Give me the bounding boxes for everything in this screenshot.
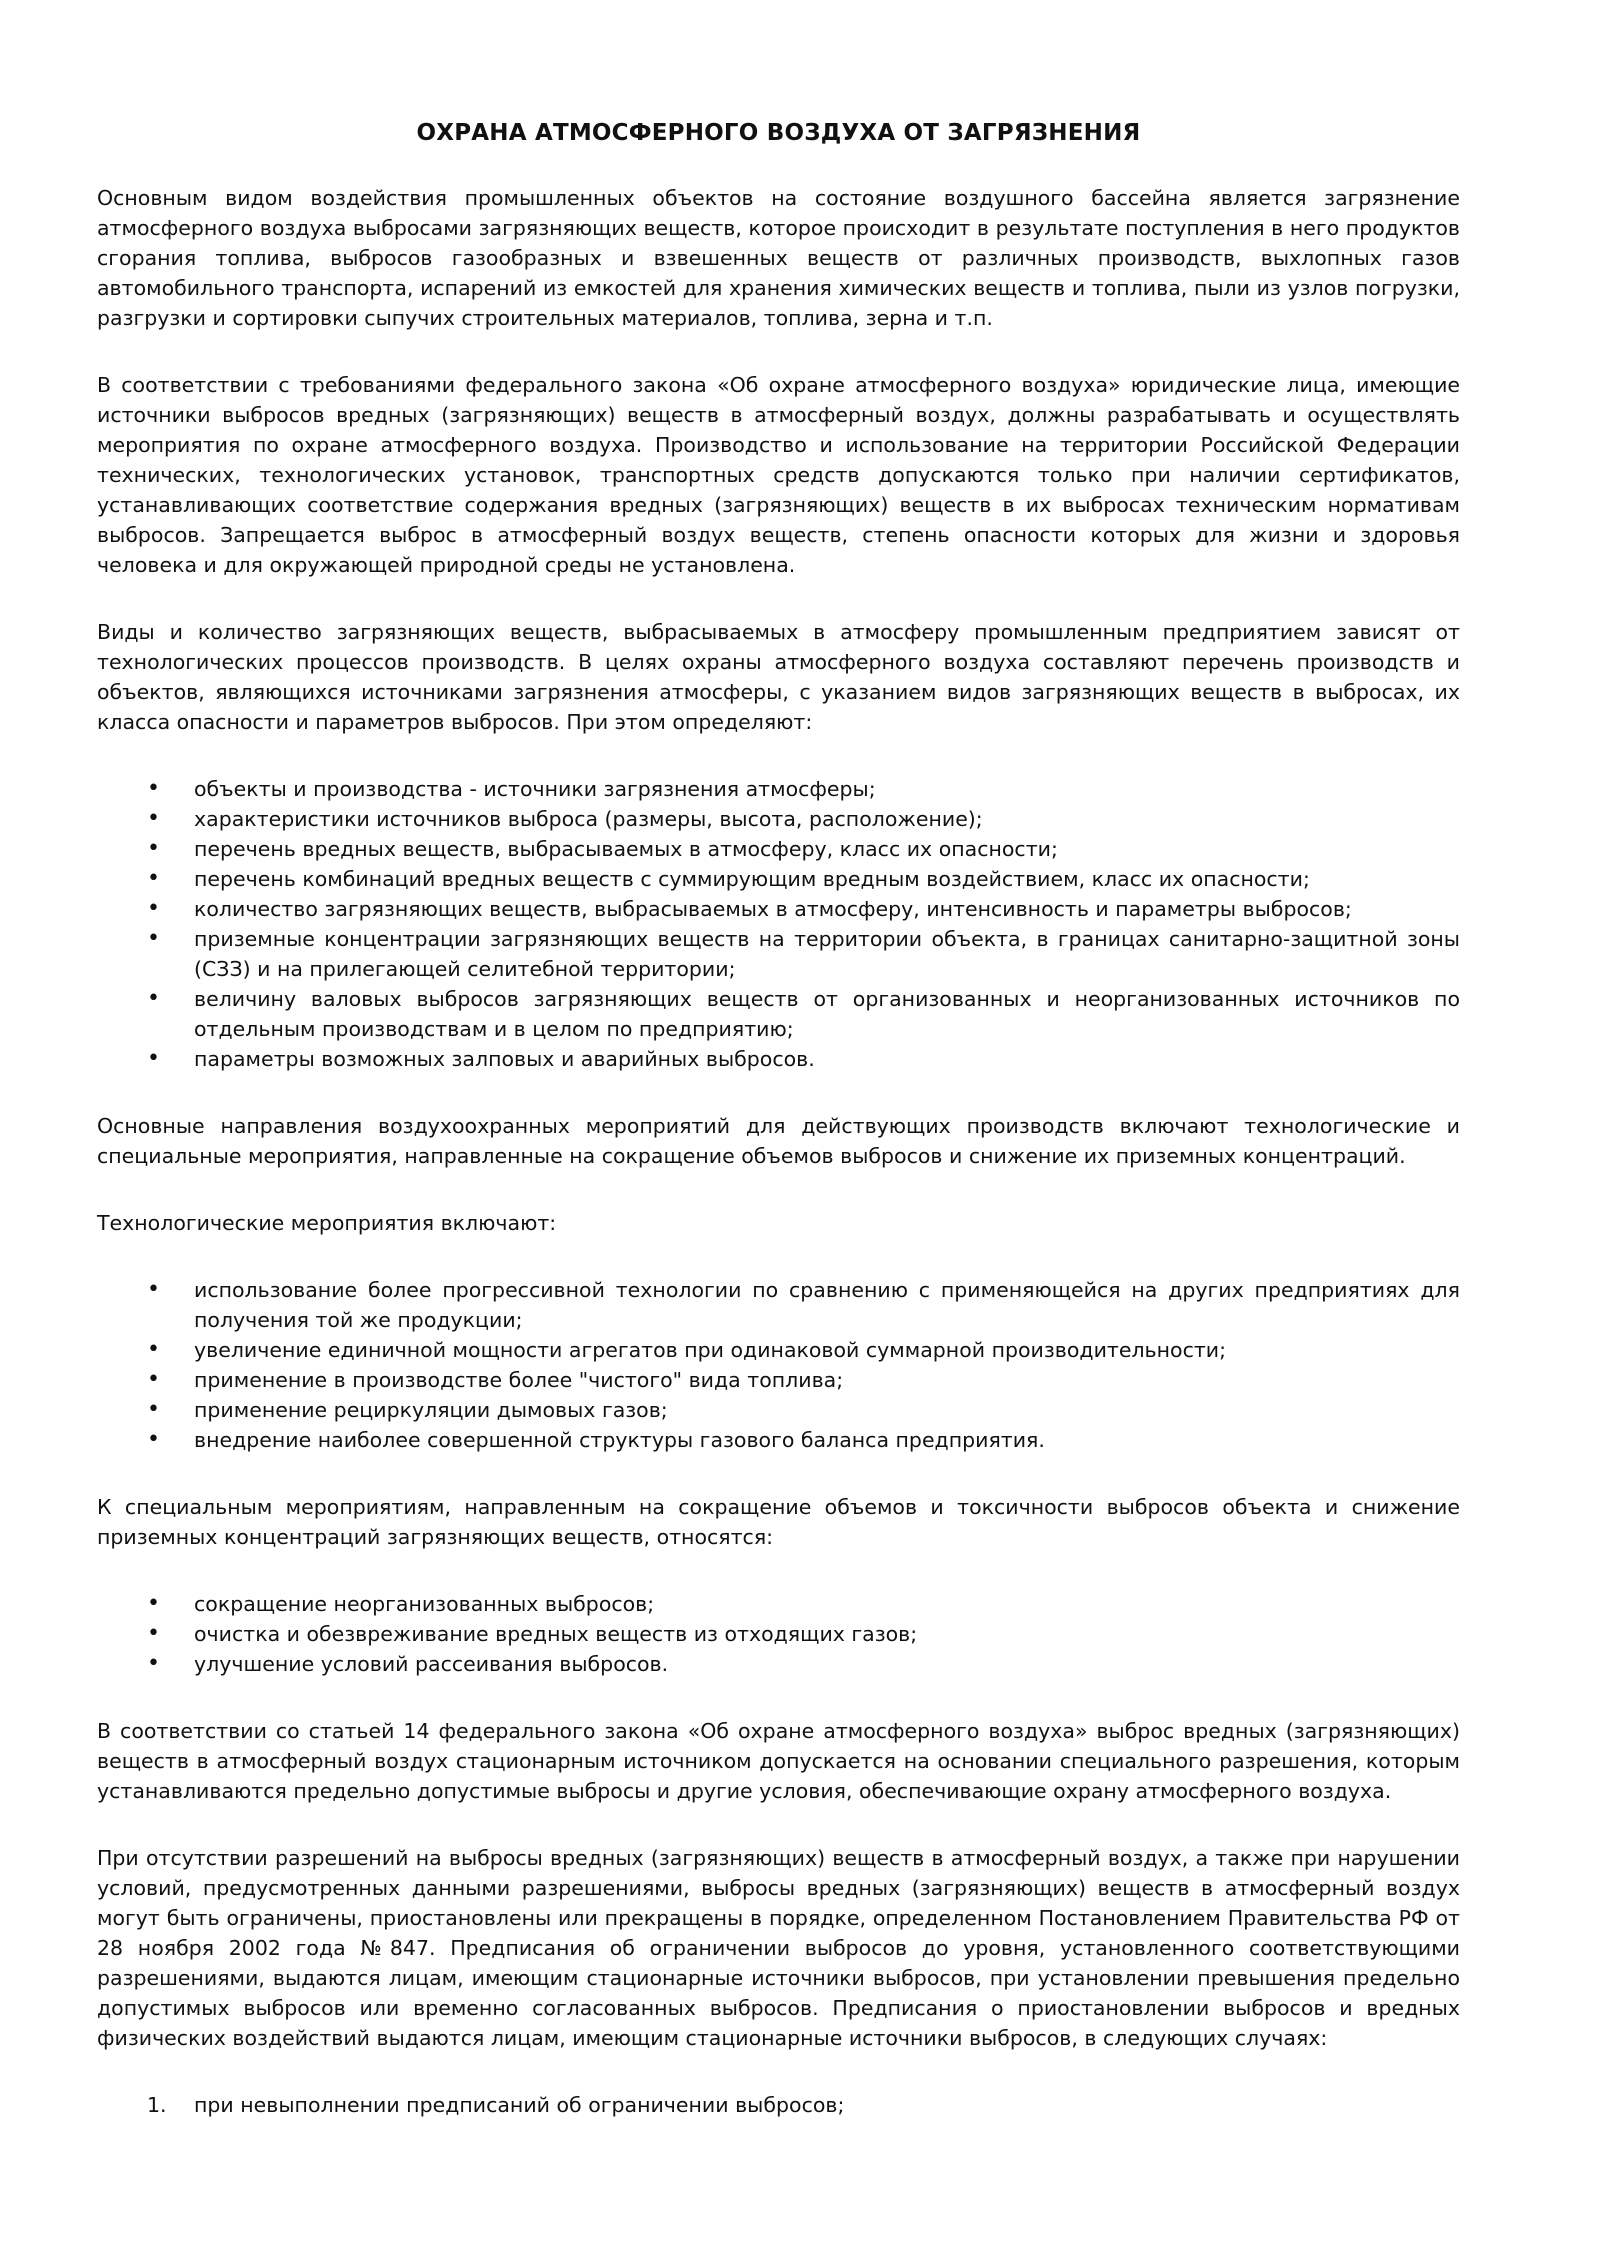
bullet-icon: • [147,1621,160,1646]
bullet-icon: • [147,836,160,861]
numbered-list-item [97,2090,1460,2120]
bullet-icon: • [147,1277,160,1302]
list-item [97,1425,1460,1455]
list-item-text: объекты и производства - источники загрязнения атмосферы; [194,777,876,801]
list-item-text: перечень комбинаций вредных веществ с суммирующим вредным воздействием, класс их опасности; [194,867,1310,891]
bullet-icon: • [147,1397,160,1422]
paragraph: В соответствии со статьей 14 федерального закона «Об охране атмосферного воздуха» выброс вредных (загрязняющих) веществ в атмосферный воздух стационарным источником допускается на основании специального разрешения, которым устанавливаются предельно допустимые выбросы и другие условия, обеспечивающие охрану атмосферного воздуха. [97,1719,1460,1803]
list-item-text: характеристики источников выброса (размеры, высота, расположение); [194,807,983,831]
list-item-text: величину валовых выбросов загрязняющих веществ от организованных и неорганизованных источников по отдельным производствам и в целом по предприятию; [194,987,1460,1041]
list-item-text: очистка и обезвреживание вредных веществ из отходящих газов; [194,1622,918,1646]
paragraph: К специальным мероприятиям, направленным на сокращение объемов и токсичности выбросов объекта и снижение приземных концентраций загрязняющих веществ, относятся: [97,1495,1460,1549]
list-item-text: при невыполнении предписаний об ограничении выбросов; [194,2093,845,2117]
paragraph: В соответствии с требованиями федерального закона «Об охране атмосферного воздуха» юридические лица, имеющие источники выбросов вредных (загрязняющих) веществ в атмосферный воздух, должны разрабатывать и осуществлять мероприятия по охране атмосферного воздуха. Производство и использование на территории Российской Федерации технических, технологических установок, транспортных средств допускаются только при наличии сертификатов, устанавливающих соответствие содержания вредных (загрязняющих) веществ в их выбросах техническим нормативам выбросов. Запрещается выброс в атмосферный воздух веществ, степень опасности которых для жизни и здоровья человека и для окружающей природной среды не установлена. [97,373,1460,577]
list-item-text: перечень вредных веществ, выбрасываемых в атмосферу, класс их опасности; [194,837,1058,861]
list-item [97,1395,1460,1425]
paragraph: При отсутствии разрешений на выбросы вредных (загрязняющих) веществ в атмосферный воздух, а также при нарушении условий, предусмотренных данными разрешениями, выбросы вредных (загрязняющих) веществ в атмосферный воздух могут быть ограничены, приостановлены или прекращены в порядке, определенном Постановлением Правительства РФ от 28 ноября 2002 года №847. Предписания об ограничении выбросов до уровня, установленного соответствующими разрешениями, выдаются лицам, имеющим стационарные источники выбросов, при установлении превышения предельно допустимых выбросов или временно согласованных выбросов. Предписания о приостановлении выбросов и вредных физических воздействий выдаются лицам, имеющим стационарные источники выбросов, в следующих случаях: [97,1846,1460,2050]
bullet-icon: • [147,1367,160,1392]
list-item-text: увеличение единичной мощности агрегатов при одинаковой суммарной производительности; [194,1338,1227,1362]
bullet-icon: • [147,1427,160,1452]
list-item-text: использование более прогрессивной технологии по сравнению с применяющейся на других предприятиях для получения той же продукции; [194,1278,1460,1332]
list-item [97,1275,1460,1335]
list-item [97,1589,1460,1619]
document-page [97,112,1460,2157]
bullet-list [97,1589,1460,1679]
bullet-icon: • [147,986,160,1011]
bullet-icon: • [147,866,160,891]
list-item-text: применение в производстве более "чистого" вида топлива; [194,1368,844,1392]
bullet-icon: • [147,1046,160,1071]
paragraph: Виды и количество загрязняющих веществ, выбрасываемых в атмосферу промышленным предприятием зависят от технологических процессов производств. В целях охраны атмосферного воздуха составляют перечень производств и объектов, являющихся источниками загрязнения атмосферы, с указанием видов загрязняющих веществ в выбросах, их класса опасности и параметров выбросов. При этом определяют: [97,620,1460,734]
list-item [97,1044,1460,1074]
list-item [97,1335,1460,1365]
list-item [97,1365,1460,1395]
list-number: 1. [147,2093,167,2117]
list-item-text: параметры возможных залповых и аварийных выбросов. [194,1047,815,1071]
list-item [97,1649,1460,1679]
list-item-text: применение рециркуляции дымовых газов; [194,1398,668,1422]
list-item [97,1619,1460,1649]
numbered-list [97,2090,1460,2120]
list-item-text: улучшение условий рассеивания выбросов. [194,1652,669,1676]
list-item [97,894,1460,924]
document-title: ОХРАНА АТМОСФЕРНОГО ВОЗДУХА ОТ ЗАГРЯЗНЕНИЯ [416,120,1141,146]
list-item-text: приземные концентрации загрязняющих веществ на территории объекта, в границах санитарно-защитной зоны (СЗЗ) и на прилегающей селитебной территории; [194,927,1460,981]
list-item [97,804,1460,834]
bullet-icon: • [147,776,160,801]
list-item [97,774,1460,804]
list-item [97,924,1460,984]
paragraph: Основным видом воздействия промышленных объектов на состояние воздушного бассейна является загрязнение атмосферного воздуха выбросами загрязняющих веществ, которое происходит в результате поступления в него продуктов сгорания топлива, выбросов газообразных и взвешенных веществ от различных производств, выхлопных газов автомобильного транспорта, испарений из емкостей для хранения химических веществ и топлива, пыли из узлов погрузки, разгрузки и сортировки сыпучих строительных материалов, топлива, зерна и т.п. [97,186,1460,330]
bullet-icon: • [147,1337,160,1362]
paragraph: Основные направления воздухоохранных мероприятий для действующих производств включают технологические и специальные мероприятия, направленные на сокращение объемов выбросов и снижение их приземных концентраций. [97,1114,1460,1168]
bullet-icon: • [147,926,160,951]
list-item-text: внедрение наиболее совершенной структуры газового баланса предприятия. [194,1428,1045,1452]
list-item [97,834,1460,864]
bullet-list [97,1275,1460,1455]
bullet-list [97,774,1460,1074]
bullet-icon: • [147,1591,160,1616]
list-item [97,984,1460,1044]
bullet-icon: • [147,1651,160,1676]
list-item-text: сокращение неорганизованных выбросов; [194,1592,655,1616]
paragraph: Технологические мероприятия включают: [97,1211,557,1235]
bullet-icon: • [147,806,160,831]
list-item-text: количество загрязняющих веществ, выбрасываемых в атмосферу, интенсивность и параметры выбросов; [194,897,1352,921]
list-item [97,864,1460,894]
bullet-icon: • [147,896,160,921]
